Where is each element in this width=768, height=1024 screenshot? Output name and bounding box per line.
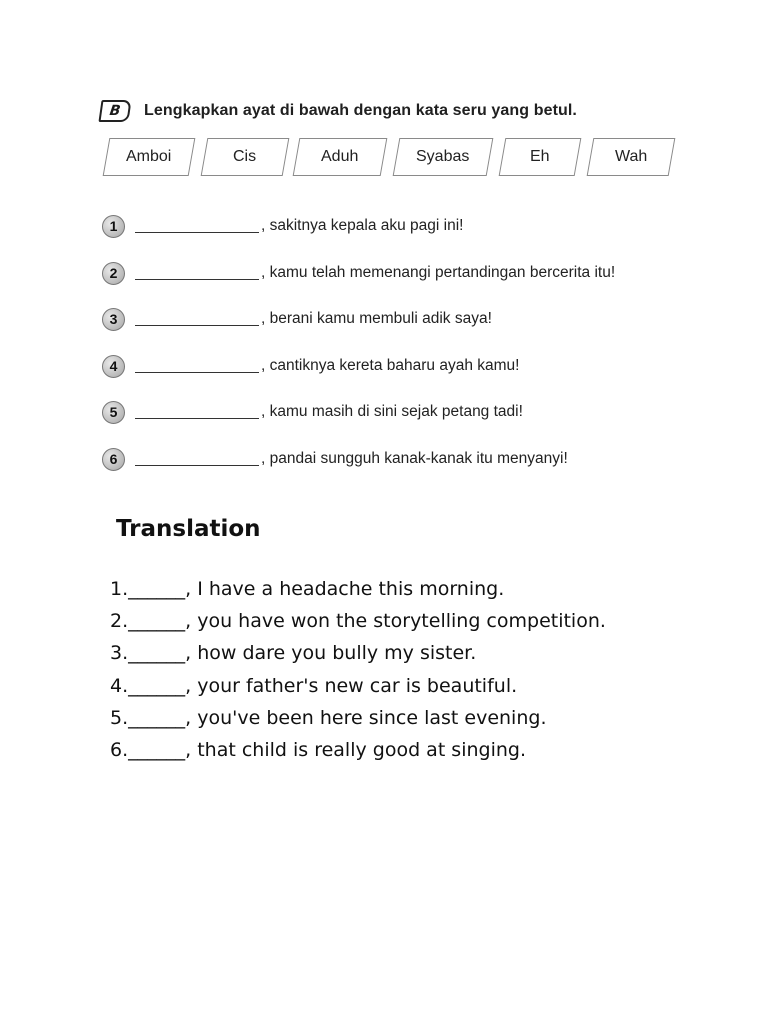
translation-line-6: 6.______, that child is really good at singing. [110,738,527,761]
question-6 [102,447,568,471]
answer-blank[interactable] [135,453,259,466]
word-label: Cis [233,148,257,165]
translation-title: Translation [116,516,261,542]
word-label: Eh [530,148,550,165]
question-3 [102,307,492,331]
translation-line-2: 2.______, you have won the storytelling competition. [110,610,606,633]
question-2 [102,261,615,285]
word-bank [100,138,672,180]
question-text: , kamu telah memenangi pertandingan bercerita itu! [261,264,616,281]
worksheet-scan [96,92,676,487]
word-box-aduh [293,138,388,176]
word-box-amboi [103,138,196,176]
word-label: Aduh [321,148,359,165]
question-text: , cantiknya kereta baharu ayah kamu! [261,357,520,374]
word-label: Syabas [416,148,470,165]
section-badge: B [98,100,131,122]
answer-blank[interactable] [135,360,259,373]
instruction-text: Lengkapkan ayat di bawah dengan kata seru yang betul. [144,102,577,119]
word-box-eh [499,138,582,176]
question-text: , sakitnya kepala aku pagi ini! [261,217,464,234]
word-box-syabas [393,138,494,176]
answer-blank[interactable] [135,313,259,326]
word-label: Wah [614,148,648,165]
answer-blank[interactable] [135,406,259,419]
question-4 [102,354,519,378]
section-header [100,100,577,122]
question-number: 3 [102,308,125,331]
question-number: 6 [102,448,125,471]
word-box-wah [587,138,676,176]
answer-blank[interactable] [135,220,259,233]
question-number: 1 [102,215,125,238]
question-number: 5 [102,401,125,424]
question-number: 2 [102,262,125,285]
question-text: , pandai sungguh kanak-kanak itu menyanyi! [261,450,568,467]
question-1 [102,214,463,238]
question-text: , berani kamu membuli adik saya! [261,310,492,327]
translation-list [110,573,606,766]
translation-line-5: 5.______, you've been here since last evening. [110,706,547,729]
question-number: 4 [102,355,125,378]
translation-line-1: 1.______, I have a headache this morning. [110,578,505,600]
word-box-cis [201,138,290,176]
question-text: , kamu masih di sini sejak petang tadi! [261,403,523,420]
word-label: Amboi [126,148,172,165]
answer-blank[interactable] [135,267,259,280]
question-5 [102,400,523,424]
translation-line-3: 3.______, how dare you bully my sister. [110,642,477,665]
translation-line-4: 4.______, your father's new car is beautiful. [110,674,518,697]
